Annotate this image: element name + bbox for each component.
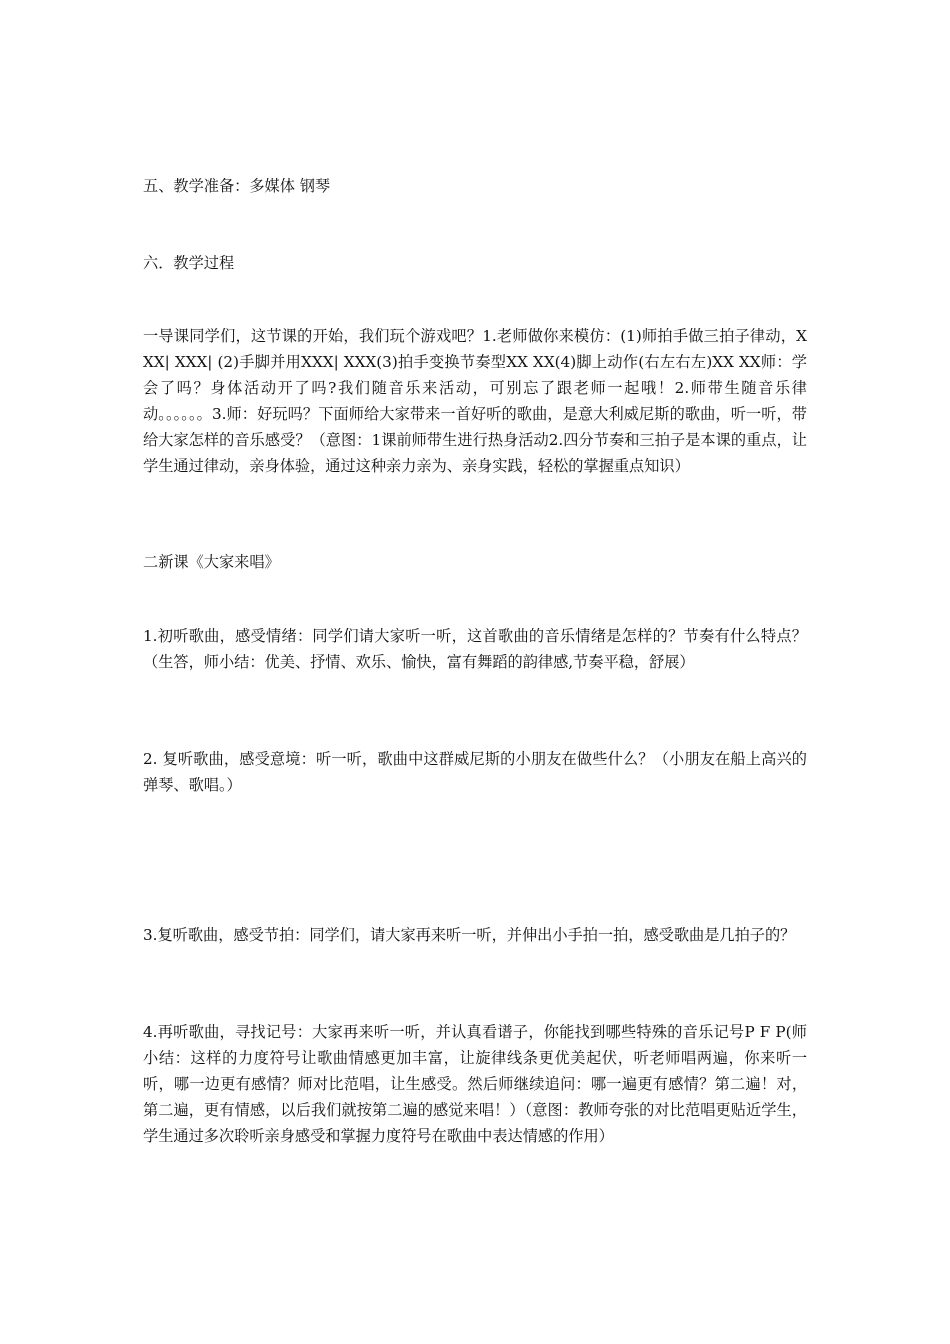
step-1-paragraph: 1.初听歌曲，感受情绪：同学们请大家听一听，这首歌曲的音乐情绪是怎样的？节奏有什么特点？（生答，师小结：优美、抒情、欢乐、愉快，富有舞蹈的韵律感,节奏平稳，舒展）	[143, 627, 807, 671]
new-lesson-heading: 二新课《大家来唱》	[143, 553, 280, 571]
step-2-paragraph: 2. 复听歌曲，感受意境：听一听，歌曲中这群威尼斯的小朋友在做些什么？（小朋友在船上高兴的弹琴、歌唱。）	[143, 750, 807, 794]
introduction-paragraph: 一导课同学们，这节课的开始，我们玩个游戏吧？1.老师做你来模仿：(1)师拍手做三拍子律动，XXX| XXX| (2)手脚并用XXX| XXX(3)拍手变换节奏型XX XX(4)脚上动作(右左右左)XX XX师：学会了吗？身体活动开了吗?我们随音乐来活动，可别忘了跟老师一起哦！2.师带生随音乐律动。。。。。。3.师：好玩吗？下面师给大家带来一首好听的歌曲，是意大利威尼斯的歌曲，听一听，带给大家怎样的音乐感受？（意图：1课前师带生进行热身活动2.四分节奏和三拍子是本课的重点，让学生通过律动，亲身体验，通过这种亲力亲为、亲身实践，轻松的掌握重点知识）	[143, 327, 807, 475]
step-4-paragraph: 4.再听歌曲，寻找记号：大家再来听一听，并认真看谱子，你能找到哪些特殊的音乐记号P F P(师小结：这样的力度符号让歌曲情感更加丰富，让旋律线条更优美起伏，听老师唱两遍，你来听一听，哪一边更有感情？师对比范唱，让生感受。然后师继续追问：哪一遍更有感情？第二遍！对，第二遍，更有情感，以后我们就按第二遍的感觉来唱！）（意图：教师夸张的对比范唱更贴近学生，学生通过多次聆听亲身感受和掌握力度符号在歌曲中表达情感的作用）	[143, 1023, 807, 1145]
teaching-process-heading: 六．教学过程	[143, 254, 235, 272]
teaching-preparation-heading: 五、教学准备：多媒体 钢琴	[143, 177, 331, 195]
step-3-paragraph: 3.复听歌曲，感受节拍：同学们，请大家再来听一听，并伸出小手拍一拍，感受歌曲是几拍子的？	[143, 926, 796, 944]
